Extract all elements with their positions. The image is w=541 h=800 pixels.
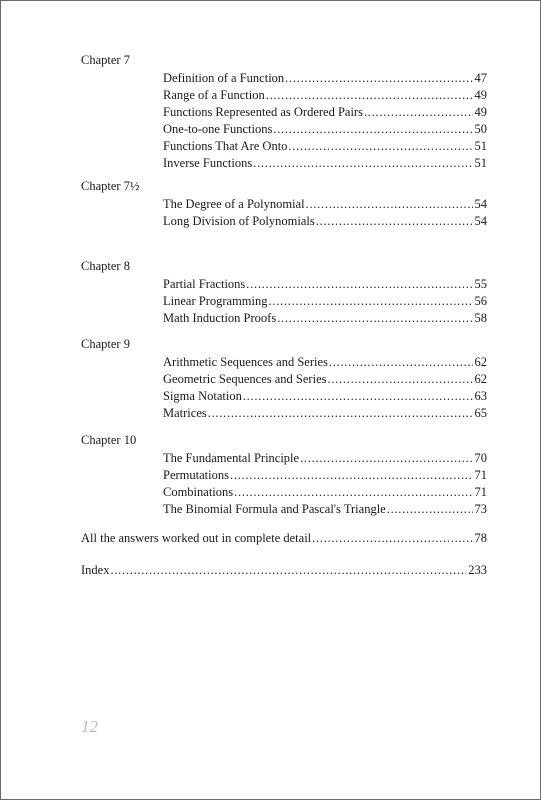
entry-page: 233 xyxy=(468,563,487,577)
entry-title: Geometric Sequences and Series xyxy=(163,372,327,386)
entry-page: 51 xyxy=(474,156,487,170)
entry-title: The Binomial Formula and Pascal's Triangle xyxy=(163,502,386,516)
chapter-heading: Chapter 7 xyxy=(81,53,130,67)
toc-entry xyxy=(163,139,487,154)
entry-title: Linear Programming xyxy=(163,294,268,308)
entry-page: 49 xyxy=(474,88,487,102)
entry-page: 54 xyxy=(474,197,487,211)
dot-leader xyxy=(364,105,473,120)
entry-page: 73 xyxy=(474,502,487,516)
entry-title: Arithmetic Sequences and Series xyxy=(163,355,328,369)
entry-title: Long Division of Polynomials xyxy=(163,214,315,228)
dot-leader xyxy=(316,214,473,229)
entry-page: 65 xyxy=(474,406,487,420)
dot-leader xyxy=(306,197,473,212)
dot-leader xyxy=(110,563,466,578)
toc-entry xyxy=(163,88,487,103)
entry-title: Functions That Are Onto xyxy=(163,139,288,153)
entry-title: Range of a Function xyxy=(163,88,265,102)
toc-entry xyxy=(163,122,487,137)
entry-page: 56 xyxy=(474,294,487,308)
chapter-heading: Chapter 10 xyxy=(81,433,137,447)
toc-entry xyxy=(163,451,487,466)
entry-page: 71 xyxy=(474,468,487,482)
dot-leader xyxy=(273,122,472,137)
toc-entry xyxy=(163,389,487,404)
entry-title: Index xyxy=(81,563,110,577)
dot-leader xyxy=(208,406,473,421)
entry-page: 49 xyxy=(474,105,487,119)
entry-title: One-to-one Functions xyxy=(163,122,273,136)
chapter-heading: Chapter 7½ xyxy=(81,179,140,193)
toc-entry xyxy=(163,502,487,517)
toc-entry xyxy=(163,156,487,171)
entry-title: The Degree of a Polynomial xyxy=(163,197,305,211)
toc-entry xyxy=(163,71,487,86)
dot-leader xyxy=(285,71,472,86)
dot-leader xyxy=(312,531,472,546)
entry-title: Partial Fractions xyxy=(163,277,246,291)
dot-leader xyxy=(269,294,473,309)
dot-leader xyxy=(246,277,472,292)
entry-page: 78 xyxy=(474,531,487,545)
chapter-heading: Chapter 8 xyxy=(81,259,130,273)
toc-entry xyxy=(163,468,487,483)
dot-leader xyxy=(230,468,473,483)
entry-title: Math Induction Proofs xyxy=(163,311,277,325)
entry-title: Permutations xyxy=(163,468,229,482)
dot-leader xyxy=(288,139,472,154)
toc-entry xyxy=(163,372,487,387)
entry-page: 47 xyxy=(474,71,487,85)
entry-page: 58 xyxy=(474,311,487,325)
entry-title: All the answers worked out in complete detail xyxy=(81,531,312,545)
toc-entry xyxy=(163,311,487,326)
entry-title: Sigma Notation xyxy=(163,389,242,403)
dot-leader xyxy=(329,355,473,370)
entry-title: Inverse Functions xyxy=(163,156,253,170)
toc-entry xyxy=(163,197,487,212)
dot-leader xyxy=(243,389,473,404)
dot-leader xyxy=(234,485,472,500)
toc-entry xyxy=(163,277,487,292)
toc-entry xyxy=(163,214,487,229)
dot-leader xyxy=(266,88,473,103)
entry-title: Definition of a Function xyxy=(163,71,285,85)
entry-page: 54 xyxy=(474,214,487,228)
dot-leader xyxy=(327,372,472,387)
entry-page: 62 xyxy=(474,372,487,386)
entry-page: 62 xyxy=(474,355,487,369)
entry-title: Combinations xyxy=(163,485,234,499)
entry-title: The Fundamental Principle xyxy=(163,451,300,465)
toc-entry xyxy=(163,406,487,421)
entry-title: Functions Represented as Ordered Pairs xyxy=(163,105,363,119)
entry-page: 51 xyxy=(474,139,487,153)
toc-entry-answers xyxy=(81,531,487,546)
entry-page: 50 xyxy=(474,122,487,136)
entry-page: 63 xyxy=(474,389,487,403)
entry-page: 70 xyxy=(474,451,487,465)
toc-entry-index xyxy=(81,563,487,578)
page-number: 12 xyxy=(81,717,98,736)
dot-leader xyxy=(277,311,472,326)
dot-leader xyxy=(300,451,472,466)
toc-entry xyxy=(163,355,487,370)
toc-entry xyxy=(163,294,487,309)
entry-title: Matrices xyxy=(163,406,207,420)
dot-leader xyxy=(253,156,472,171)
entry-page: 71 xyxy=(474,485,487,499)
chapter-heading: Chapter 9 xyxy=(81,337,130,351)
toc-entry xyxy=(163,105,487,120)
dot-leader xyxy=(387,502,473,517)
entry-page: 55 xyxy=(474,277,487,291)
toc-entry xyxy=(163,485,487,500)
